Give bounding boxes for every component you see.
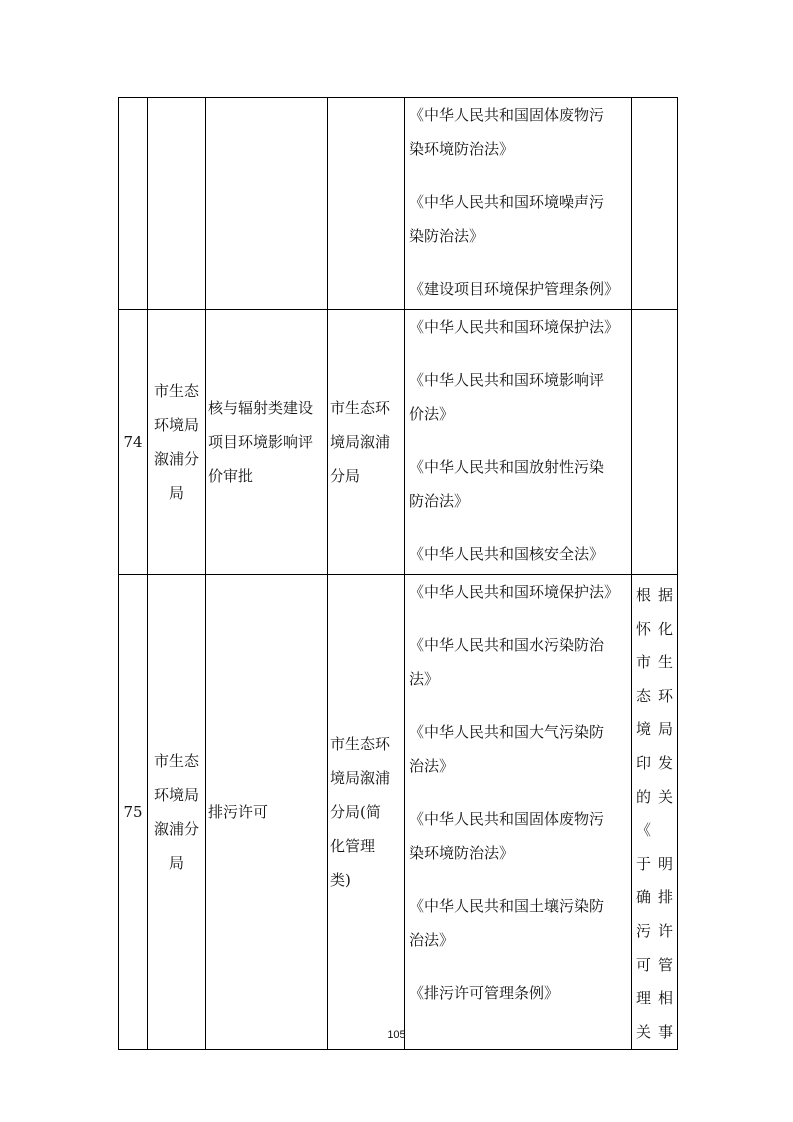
remark-line (636, 747, 673, 781)
remark-char: 于 (636, 854, 652, 873)
remark-line (636, 781, 673, 848)
text-line: 市生态 (153, 752, 199, 771)
department-cell (148, 575, 206, 1050)
item-name-cell (206, 575, 328, 1050)
remarks-cell (632, 310, 678, 575)
law-line: 染环境防治法》 (409, 140, 515, 158)
law-line: 治法》 (409, 931, 455, 949)
law-line: 《中华人民共和国核安全法》 (409, 545, 605, 563)
text-line: 化管理 (330, 837, 376, 856)
text-line: 核与辐射类建设 (208, 399, 314, 417)
law-line: 《中华人民共和国水污染防治 (409, 636, 605, 654)
row-number: 74 (119, 310, 148, 575)
text-line: 价审批 (208, 467, 254, 485)
table-row (119, 310, 678, 575)
remark-char: 态 (636, 686, 652, 705)
text-line: 环境局 (153, 416, 199, 434)
remarks-cell (632, 575, 678, 1050)
remark-line (636, 848, 673, 882)
remark-line (636, 646, 673, 680)
remark-char: 污 (636, 921, 652, 940)
remark-char: 环 (657, 686, 673, 705)
law-line: 《中华人民共和国土壤污染防 (409, 897, 605, 915)
permission-table (118, 97, 678, 1050)
text-line: 环境局 (153, 786, 199, 805)
text-line: 溆浦分 (153, 450, 199, 468)
remarks-cell (632, 98, 678, 310)
item-name-cell (206, 98, 328, 310)
law-line: 《中华人民共和国固体废物污 (409, 106, 605, 124)
legal-basis-cell (405, 575, 632, 1050)
implementing-body-cell (328, 310, 405, 575)
remark-char: 事 (657, 1022, 673, 1041)
text-line: 市生态环 (330, 735, 391, 754)
remark-char: 根 (636, 586, 652, 604)
text-line: 境局溆浦 (330, 769, 391, 788)
remark-line (636, 579, 673, 613)
table-row (119, 575, 678, 1050)
law-line: 防治法》 (409, 492, 470, 510)
department-cell (148, 310, 206, 575)
remark-char: 确 (636, 888, 652, 907)
law-line: 价法》 (409, 405, 455, 423)
text-line: 类) (330, 871, 351, 890)
page-number: 105 (387, 1029, 406, 1041)
row-number: 75 (119, 575, 148, 1050)
law-line: 染防治法》 (409, 227, 485, 245)
text-line: 局 (168, 854, 184, 873)
remark-char: 排 (657, 888, 673, 907)
remark-char: 生 (657, 653, 673, 672)
text-line: 境局溆浦 (330, 433, 391, 451)
text-line: 溆浦分 (153, 820, 199, 839)
remark-char: 明 (657, 854, 673, 873)
text-line: 市生态 (153, 382, 199, 400)
remark-char: 许 (657, 921, 673, 940)
law-line: 《中华人民共和国环境保护法》 (409, 583, 620, 601)
row-number (119, 98, 148, 310)
law-line: 《排污许可管理条例》 (409, 984, 560, 1002)
law-line: 《中华人民共和国大气污染防 (409, 723, 605, 741)
remark-line (636, 949, 673, 983)
text-line: 项目环境影响评 (208, 433, 314, 451)
implementing-body-cell (328, 98, 405, 310)
law-line: 《中华人民共和国放射性污染 (409, 458, 605, 476)
text-line: 分局 (330, 467, 361, 485)
text-line: 市生态环 (330, 399, 391, 417)
remark-char: 关 (636, 1022, 652, 1041)
remark-char: 市 (636, 653, 652, 672)
remark-line (636, 680, 673, 714)
text-line: 排污许可 (208, 803, 269, 822)
remark-char: 境 (636, 720, 652, 739)
department-cell (148, 98, 206, 310)
text-line: 分局(简 (330, 803, 381, 822)
remark-char: 的《 (636, 787, 652, 840)
law-line: 《中华人民共和国固体废物污 (409, 810, 605, 828)
law-line: 《中华人民共和国环境影响评 (409, 371, 605, 389)
law-line: 《中华人民共和国环境噪声污 (409, 193, 605, 211)
remark-char: 化 (657, 619, 673, 638)
implementing-body-cell (328, 575, 405, 1050)
remark-char: 可 (636, 955, 652, 974)
text-line: 局 (168, 484, 184, 502)
remark-line (636, 915, 673, 949)
law-line: 治法》 (409, 757, 455, 775)
remark-char: 据 (657, 586, 673, 604)
remark-char: 管 (657, 955, 673, 974)
remark-char: 理 (636, 989, 652, 1008)
table-row (119, 98, 678, 310)
remark-char: 关 (657, 787, 673, 806)
item-name-cell (206, 310, 328, 575)
remark-char: 局 (657, 720, 673, 739)
legal-basis-cell (405, 98, 632, 310)
law-line: 《建设项目环境保护管理条例》 (409, 280, 620, 298)
remark-line (636, 982, 673, 1016)
law-line: 《中华人民共和国环境保护法》 (409, 318, 620, 336)
remark-line (636, 613, 673, 647)
legal-basis-cell (405, 310, 632, 575)
law-line: 染环境防治法》 (409, 844, 515, 862)
remark-line (636, 881, 673, 915)
remark-char: 怀 (636, 619, 652, 638)
remark-char: 发 (657, 753, 673, 772)
remark-char: 相 (657, 989, 673, 1008)
remark-char: 印 (636, 753, 652, 772)
law-line: 法》 (409, 670, 440, 688)
remark-line (636, 713, 673, 747)
